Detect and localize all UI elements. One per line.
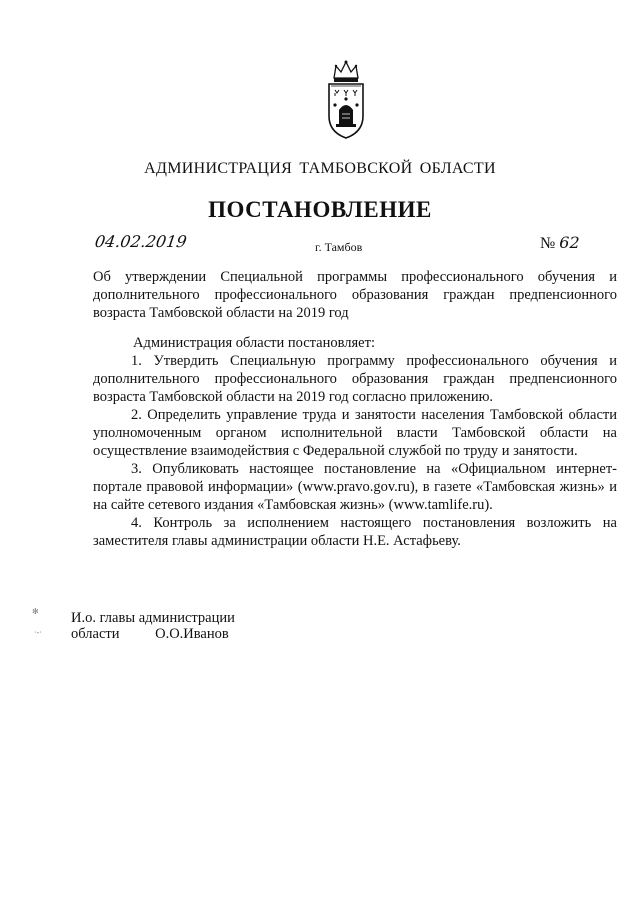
body-paragraph: 1. Утвердить Специальную программу профессионального обучения и дополнительного профессионального образования граждан предпенсионного возраста Тамбовской области на 2019 год согласно приложению. bbox=[93, 353, 617, 405]
body-paragraph: 4. Контроль за исполнением настоящего постановления возложить на заместителя главы администрации области Н.Е. Астафьеву. bbox=[93, 515, 617, 549]
coat-of-arms-icon bbox=[322, 58, 370, 140]
document-subject: Об утверждении Специальной программы профессионального обучения и дополнительного профессионального образования граждан предпенсионного возраста Тамбовской области на 2019 год bbox=[93, 269, 617, 321]
signatory-name: О.О.Иванов bbox=[155, 626, 229, 642]
document-city: г. Тамбов bbox=[315, 240, 363, 254]
body-paragraph: 3. Опубликовать настоящее постановление на «Официальном интернет-портале правовой информации» (www.pravo.gov.ru), в газете «Тамбовская жизнь» и на сайте сетевого издания «Тамбовская жизнь» (www.tamlife.ru). bbox=[93, 461, 617, 513]
signatory-position: И.о. главы администрации bbox=[71, 610, 235, 626]
document-type-title: ПОСТАНОВЛЕНИЕ bbox=[208, 197, 432, 222]
number-sign: № bbox=[540, 235, 556, 252]
document-body bbox=[93, 334, 617, 550]
signatory-position-cont: области bbox=[71, 626, 120, 642]
number-value: 62 bbox=[559, 233, 580, 252]
signature-block bbox=[71, 610, 235, 642]
body-paragraph: 2. Определить управление труда и занятости населения Тамбовской области уполномоченным органом исполнительной власти Тамбовской области на осуществление взаимодействия с Федеральной службой по труду и занятости. bbox=[93, 407, 617, 459]
scan-mark: ✻ bbox=[32, 607, 39, 616]
document-date: 04.02.2019 bbox=[93, 232, 188, 251]
document-number bbox=[540, 233, 580, 253]
issuing-authority: АДМИНИСТРАЦИЯ ТАМБОВСКОЙ ОБЛАСТИ bbox=[144, 160, 496, 177]
scan-mark: ·-· bbox=[34, 628, 42, 637]
body-intro: Администрация области постановляет: bbox=[133, 335, 375, 351]
